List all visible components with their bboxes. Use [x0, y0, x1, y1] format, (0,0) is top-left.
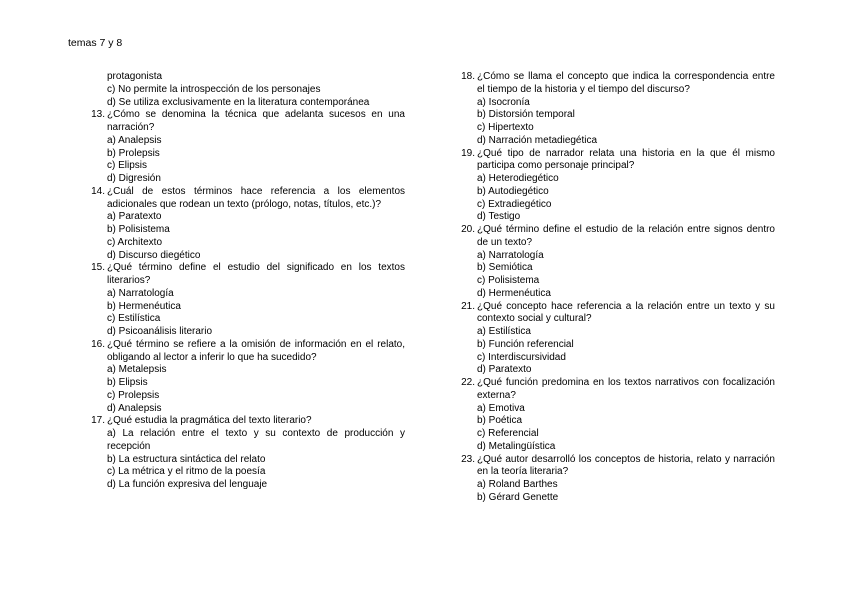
question-18: [461, 71, 775, 148]
answer-option: c) Elipsis: [107, 160, 148, 172]
answer-option: b) Distorsión temporal: [477, 109, 575, 121]
question-text: ¿Qué concepto hace referencia a la relación entre un texto y su contexto social y cultural?: [477, 300, 775, 325]
continued-line: protagonista: [107, 71, 163, 82]
answer-option: c) Extradiegético: [477, 198, 552, 210]
question-text: ¿Cuál de estos términos hace referencia a los elementos adicionales que rodean un texto (prólogo, notas, títulos, etc.)?: [107, 185, 405, 210]
answer-option: d) Testigo: [477, 211, 521, 223]
question-20: [461, 224, 775, 301]
continued-line: d) Se utiliza exclusivamente en la literatura contemporánea: [107, 96, 370, 108]
answer-option: a) Roland Barthes: [477, 479, 558, 490]
question-13: [91, 109, 405, 186]
question-text: ¿Qué tipo de narrador relata una historia en la que él mismo participa como personaje principal?: [477, 147, 775, 172]
question-text: ¿Qué función predomina en los textos narrativos con focalización externa?: [477, 377, 775, 401]
answer-option: a) Emotiva: [477, 402, 525, 414]
answer-option: a) Isocronía: [477, 96, 530, 108]
answer-option: b) Polisistema: [107, 224, 170, 235]
question-text: ¿Qué autor desarrolló los conceptos de historia, relato y narración en la teoría literaria?: [477, 453, 775, 478]
answer-option: d) Narración metadiegética: [477, 134, 598, 146]
answer-option: b) Gérard Genette: [477, 491, 559, 503]
question-number: 23.: [461, 453, 475, 465]
question-number: 15.: [91, 262, 105, 274]
question-14: [91, 185, 405, 263]
question-number: 16.: [91, 338, 105, 350]
question-text: ¿Qué término define el estudio de la relación entre signos dentro de un texto?: [477, 224, 775, 248]
answer-option: c) Hipertexto: [477, 122, 534, 133]
answer-option: b) Semiótica: [477, 262, 533, 274]
answer-option: d) Analepsis: [107, 402, 162, 414]
question-number: 20.: [461, 224, 475, 235]
answer-option: a) Heterodiegético: [477, 173, 559, 184]
answer-option: d) Hermenéutica: [477, 287, 551, 299]
answer-option: c) Referencial: [477, 428, 539, 439]
answer-option: d) Digresión: [107, 173, 161, 184]
question-number: 19.: [461, 147, 475, 159]
question-text: ¿Qué término se refiere a la omisión de información en el relato, obligando al lector a inferir lo que ha sucedido?: [107, 338, 405, 363]
answer-option: c) La métrica y el ritmo de la poesía: [107, 466, 266, 478]
answer-option: a) Estilística: [477, 326, 531, 337]
answer-option: a) Paratexto: [107, 211, 162, 223]
continued-line: c) No permite la introspección de los personajes: [107, 83, 321, 95]
question-23: [461, 453, 775, 505]
answer-option: c) Polisistema: [477, 275, 540, 286]
question-22: [461, 377, 775, 454]
question-17: [91, 415, 405, 492]
answer-option: a) Narratología: [477, 249, 544, 261]
question-text: ¿Qué estudia la pragmática del texto literario?: [107, 415, 312, 427]
answer-option: b) Hermenéutica: [107, 300, 181, 312]
question-19: [461, 147, 775, 225]
right-column: [461, 71, 775, 505]
question-number: 18.: [461, 71, 475, 82]
question-number: 22.: [461, 377, 475, 388]
question-text: ¿Cómo se llama el concepto que indica la correspondencia entre el tiempo de la historia y el tiempo del discurso?: [477, 71, 775, 95]
question-number: 17.: [91, 415, 105, 427]
answer-option: b) Poética: [477, 415, 523, 427]
page-header-title: temas 7 y 8: [68, 37, 123, 49]
answer-option: d) Discurso diegético: [107, 249, 201, 261]
question-text: ¿Qué término define el estudio del significado en los textos literarios?: [107, 262, 405, 286]
answer-option: a) Analepsis: [107, 134, 162, 146]
answer-option: c) Prolepsis: [107, 389, 160, 401]
question-21: [461, 300, 775, 378]
answer-option: c) Architexto: [107, 236, 163, 248]
question-16: [91, 338, 405, 416]
answer-option: d) La función expresiva del lenguaje: [107, 479, 268, 490]
answer-option: a) Metalepsis: [107, 364, 167, 376]
question-15: [91, 262, 405, 339]
question-number: 14.: [91, 185, 105, 197]
answer-option: b) Prolepsis: [107, 147, 160, 159]
answer-option: a) Narratología: [107, 287, 174, 299]
answer-option: c) Interdiscursividad: [477, 351, 566, 363]
answer-option: c) Estilística: [107, 313, 161, 325]
question-number: 21.: [461, 300, 475, 312]
left-column: [91, 71, 405, 492]
answer-option: b) Función referencial: [477, 338, 574, 350]
answer-option: b) La estructura sintáctica del relato: [107, 453, 266, 465]
question-text: ¿Cómo se denomina la técnica que adelanta sucesos en una narración?: [107, 109, 405, 133]
answer-option: d) Metalingüística: [477, 440, 556, 452]
answer-option: a) La relación entre el texto y su contexto de producción y recepción: [107, 428, 405, 452]
question-number: 13.: [91, 109, 105, 121]
answer-option: d) Paratexto: [477, 364, 532, 376]
answer-option: b) Elipsis: [107, 377, 148, 388]
answer-option: b) Autodiegético: [477, 185, 549, 197]
answer-option: d) Psicoanálisis literario: [107, 326, 213, 337]
